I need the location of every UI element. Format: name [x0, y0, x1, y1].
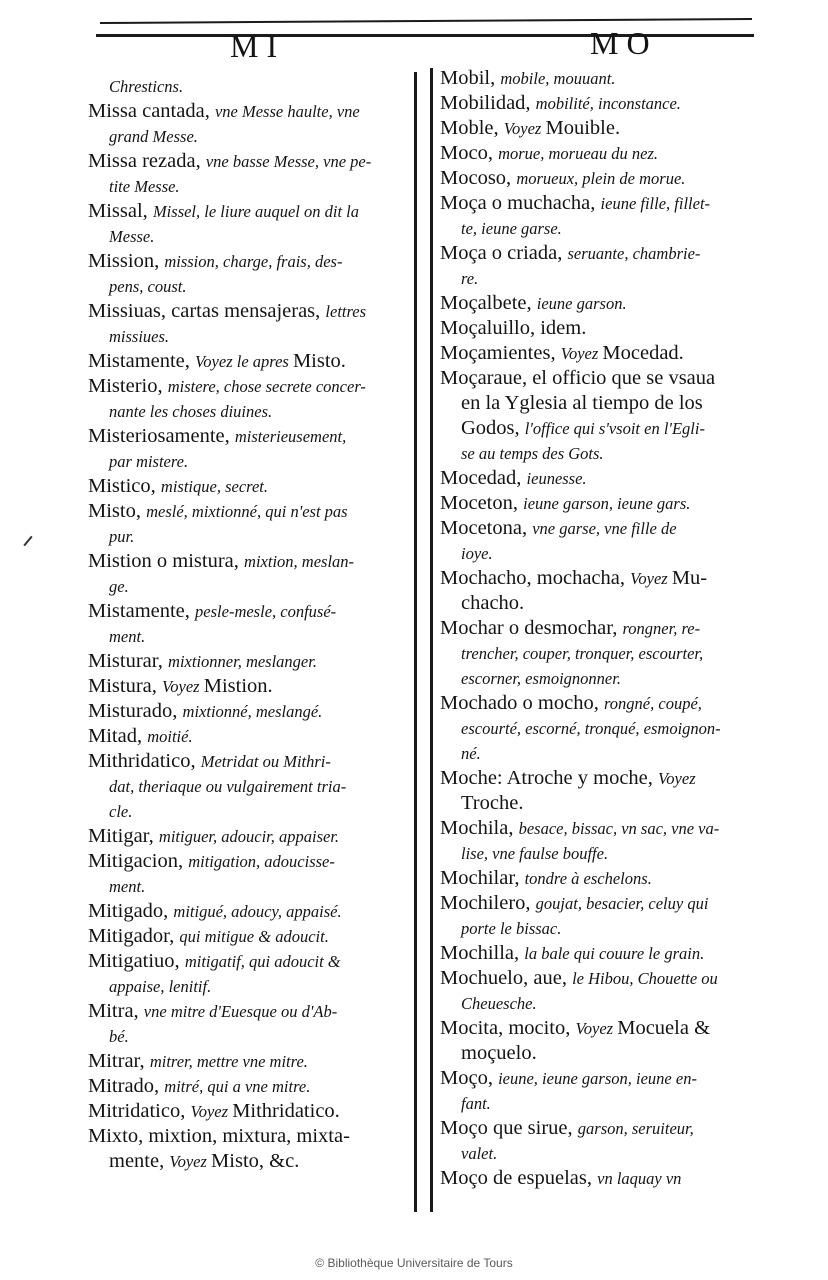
- dictionary-line: [440, 91, 762, 116]
- headword: Missal,: [88, 200, 153, 222]
- dictionary-line: [88, 1024, 414, 1049]
- headword: Mixto, mixtion, mixtura, mixta-: [88, 1125, 350, 1147]
- definition: cle.: [109, 802, 133, 821]
- dictionary-line: [440, 641, 762, 666]
- definition: tondre à eschelons.: [524, 869, 652, 888]
- headword: Moçamientes,: [440, 342, 561, 364]
- dictionary-line: [440, 766, 762, 791]
- definition: misterieusement,: [234, 427, 347, 446]
- dictionary-line: [88, 1049, 414, 1074]
- headword: Moble,: [440, 117, 504, 139]
- definition: missiues.: [109, 327, 170, 346]
- dictionary-line: [88, 124, 414, 149]
- definition: mitiguer, adoucir, appaiser.: [158, 827, 340, 846]
- dictionary-line: [440, 391, 762, 416]
- dictionary-line: [440, 866, 762, 891]
- definition: mitré, qui a vne mitre.: [164, 1077, 311, 1096]
- dictionary-line: [440, 191, 762, 216]
- dictionary-line: [440, 266, 762, 291]
- headword: Mitrado,: [88, 1075, 165, 1097]
- definition: escorner, esmoignonner.: [461, 669, 621, 688]
- definition: escourté, escorné, tronqué, esmoignon-: [461, 719, 721, 738]
- headword: Mistura,: [88, 675, 163, 697]
- headword: Mochilar,: [440, 867, 525, 889]
- dictionary-line: [440, 116, 762, 141]
- dictionary-line: [440, 816, 762, 841]
- cross-reference: Mistion.: [203, 675, 273, 697]
- dictionary-line: [440, 841, 762, 866]
- dictionary-line: [88, 599, 414, 624]
- dictionary-line: [88, 674, 414, 699]
- headword: Mistamente,: [88, 600, 196, 622]
- dictionary-line: [440, 916, 762, 941]
- headword: Mitigatiuo,: [88, 950, 185, 972]
- definition: ment.: [109, 627, 146, 646]
- dictionary-line: [88, 974, 414, 999]
- definition: morue, morueau du nez.: [498, 144, 659, 163]
- headword: Moço que sirue,: [440, 1117, 578, 1139]
- definition: besace, bissac, vn sac, vne va-: [518, 819, 720, 838]
- headword: Mithridatico,: [88, 750, 201, 772]
- headword: Misto,: [88, 500, 147, 522]
- definition: ieune fille, fillet-: [600, 194, 711, 213]
- right-column: [440, 66, 762, 1191]
- dictionary-line: [440, 341, 762, 366]
- dictionary-line: [88, 1099, 414, 1124]
- definition: mixtionné, meslangé.: [182, 702, 323, 721]
- definition: mobile, mouuant.: [500, 69, 616, 88]
- headword: Moça o criada,: [440, 242, 568, 264]
- dictionary-line: [88, 449, 414, 474]
- dictionary-line: [440, 541, 762, 566]
- headword: Moche: Atroche y moche,: [440, 767, 659, 789]
- headword: Mitigar,: [88, 825, 159, 847]
- definition: re.: [461, 269, 479, 288]
- dictionary-line: [88, 874, 414, 899]
- line-prefix: mente,: [109, 1150, 170, 1172]
- headword: Mission,: [88, 250, 165, 272]
- dictionary-line: [88, 649, 414, 674]
- dictionary-line: [440, 141, 762, 166]
- definition: trencher, couper, tronquer, escourter,: [461, 644, 704, 663]
- dictionary-line: [88, 699, 414, 724]
- dictionary-line: [88, 149, 414, 174]
- dictionary-line: [440, 716, 762, 741]
- dictionary-line: [440, 566, 762, 591]
- cross-reference: Mocuela &: [617, 1017, 711, 1039]
- definition: ge.: [109, 577, 129, 596]
- dictionary-line: [88, 999, 414, 1024]
- definition: Metridat ou Mithri-: [200, 752, 331, 771]
- definition: morueux, plein de morue.: [516, 169, 686, 188]
- dictionary-line: [88, 1074, 414, 1099]
- dictionary-line: [440, 241, 762, 266]
- dictionary-line: [440, 516, 762, 541]
- headword: Misturar,: [88, 650, 169, 672]
- headword: Mochilla,: [440, 942, 525, 964]
- headword: Missa cantada,: [88, 100, 215, 122]
- headword: Troche.: [461, 792, 524, 814]
- definition: Voyez: [190, 1102, 233, 1121]
- dictionary-line: [88, 824, 414, 849]
- definition: Cheuesche.: [461, 994, 537, 1013]
- dictionary-line: [440, 1041, 762, 1066]
- headword: Mitra,: [88, 1000, 144, 1022]
- dictionary-line: [88, 349, 414, 374]
- dictionary-line: [88, 924, 414, 949]
- dictionary-line: [440, 1116, 762, 1141]
- definition: vne basse Messe, vne pe-: [205, 152, 372, 171]
- definition: rongné, coupé,: [603, 694, 702, 713]
- dictionary-line: [440, 741, 762, 766]
- definition: ment.: [109, 877, 146, 896]
- headword: Misterio,: [88, 375, 168, 397]
- definition: se au temps des Gots.: [461, 444, 604, 463]
- headword: Mobilidad,: [440, 92, 536, 114]
- headword: Mitigacion,: [88, 850, 189, 872]
- definition: rongner, re-: [622, 619, 701, 638]
- dictionary-line: [440, 1166, 762, 1191]
- headword: Moça o muchacha,: [440, 192, 601, 214]
- headword: Moco,: [440, 142, 499, 164]
- headword: Moço,: [440, 1067, 499, 1089]
- dictionary-line: [440, 591, 762, 616]
- definition: par mistere.: [109, 452, 189, 471]
- definition: vne garse, vne fille de: [532, 519, 677, 538]
- definition: te, ieune garse.: [461, 219, 562, 238]
- dictionary-line: [88, 624, 414, 649]
- headword: Mochacho, mochacha,: [440, 567, 631, 589]
- definition: meslé, mixtionné, qui n'est pas: [146, 502, 348, 521]
- dictionary-line: [88, 774, 414, 799]
- running-head-right: MO: [590, 25, 658, 61]
- headword: Misteriosamente,: [88, 425, 235, 447]
- left-column: [88, 74, 414, 1174]
- definition: l'office qui s'vsoit en l'Egli-: [524, 419, 705, 438]
- headword: Mocetona,: [440, 517, 533, 539]
- headword: Mitrar,: [88, 1050, 150, 1072]
- headword: Mitad,: [88, 725, 148, 747]
- dictionary-line: [440, 691, 762, 716]
- definition: Messe.: [109, 227, 155, 246]
- dictionary-line: [88, 724, 414, 749]
- definition: mission, charge, frais, des-: [164, 252, 343, 271]
- headword: Mochuelo, aue,: [440, 967, 573, 989]
- definition: fant.: [461, 1094, 491, 1113]
- definition: Voyez le apres: [195, 352, 293, 371]
- dictionary-line: [88, 399, 414, 424]
- definition: Voyez: [658, 769, 696, 788]
- headword: Moço de espuelas,: [440, 1167, 598, 1189]
- dictionary-line: [440, 991, 762, 1016]
- dictionary-line: [88, 549, 414, 574]
- definition: Chresticns.: [109, 77, 184, 96]
- cross-reference: Misto.: [292, 350, 346, 372]
- dictionary-line: [88, 224, 414, 249]
- definition: bé.: [109, 1027, 129, 1046]
- headword: Godos,: [461, 417, 525, 439]
- dictionary-line: [88, 424, 414, 449]
- definition: pur.: [109, 527, 135, 546]
- dictionary-line: [440, 166, 762, 191]
- dictionary-line: [440, 1016, 762, 1041]
- definition: mixtionner, meslanger.: [168, 652, 317, 671]
- definition: tite Messe.: [109, 177, 180, 196]
- definition: mitigatif, qui adoucit &: [184, 952, 341, 971]
- headword: Mocita, mocito,: [440, 1017, 576, 1039]
- headword: moçuelo.: [461, 1042, 537, 1064]
- definition: Voyez: [162, 677, 204, 696]
- headword: Mitridatico,: [88, 1100, 191, 1122]
- definition: vne Messe haulte, vne: [214, 102, 360, 121]
- dictionary-line: [88, 274, 414, 299]
- headword: Moçalbete,: [440, 292, 537, 314]
- definition: mistere, chose secrete concer-: [167, 377, 366, 396]
- dictionary-line: [88, 474, 414, 499]
- headword: Mistamente,: [88, 350, 196, 372]
- headword: Mochado o mocho,: [440, 692, 604, 714]
- dictionary-line: [440, 966, 762, 991]
- definition: ieunesse.: [526, 469, 587, 488]
- definition: Missel, le liure auquel on dit la: [152, 202, 360, 221]
- definition: lettres: [325, 302, 367, 321]
- definition: garson, seruiteur,: [577, 1119, 694, 1138]
- dictionary-line: [440, 316, 762, 341]
- definition: vn laquay vn: [597, 1169, 682, 1188]
- column-rule-left: [414, 72, 417, 1212]
- dictionary-line: [440, 616, 762, 641]
- dictionary-line: [88, 1149, 414, 1174]
- cross-reference: Mu-: [671, 567, 708, 589]
- definition: goujat, besacier, celuy qui: [535, 894, 709, 913]
- dictionary-line: [88, 1124, 414, 1149]
- headword: Mocoso,: [440, 167, 517, 189]
- dictionary-line: [88, 374, 414, 399]
- dictionary-line: [440, 416, 762, 441]
- definition: porte le bissac.: [461, 919, 562, 938]
- dictionary-line: [440, 1141, 762, 1166]
- dictionary-line: [88, 849, 414, 874]
- headword: Mitigador,: [88, 925, 180, 947]
- definition: né.: [461, 744, 481, 763]
- top-rule: [100, 18, 752, 24]
- dictionary-line: [440, 1066, 762, 1091]
- copyright-footer: © Bibliothèque Universitaire de Tours: [315, 1256, 513, 1270]
- dictionary-line: [440, 1091, 762, 1116]
- definition: vne mitre d'Euesque ou d'Ab-: [143, 1002, 338, 1021]
- headword: en la Yglesia al tiempo de los: [461, 392, 703, 414]
- headword: Missa rezada,: [88, 150, 206, 172]
- definition: la bale qui couure le grain.: [524, 944, 705, 963]
- definition: valet.: [461, 1144, 498, 1163]
- headword: Moçaluillo, idem.: [440, 317, 587, 339]
- dictionary-line: [88, 949, 414, 974]
- definition: Voyez: [560, 344, 603, 363]
- definition: mobilité, inconstance.: [535, 94, 681, 113]
- definition: lise, vne faulse bouffe.: [461, 844, 609, 863]
- dictionary-line: [440, 941, 762, 966]
- dictionary-line: [88, 799, 414, 824]
- dictionary-line: [440, 216, 762, 241]
- dictionary-line: [88, 574, 414, 599]
- definition: Voyez: [169, 1152, 212, 1171]
- headword: Mocedad,: [440, 467, 527, 489]
- headword: Mistion o mistura,: [88, 550, 245, 572]
- headword: Mistico,: [88, 475, 161, 497]
- column-rule-right: [430, 68, 433, 1212]
- dictionary-line: [88, 299, 414, 324]
- dictionary-line: [440, 66, 762, 91]
- dictionary-line: [440, 466, 762, 491]
- dictionary-line: [88, 74, 414, 99]
- definition: grand Messe.: [109, 127, 198, 146]
- headword: Mochila,: [440, 817, 519, 839]
- headword: Mitigado,: [88, 900, 174, 922]
- dictionary-line: [88, 324, 414, 349]
- definition: Voyez: [630, 569, 672, 588]
- definition: ieune garson, ieune gars.: [523, 494, 691, 513]
- dictionary-line: [440, 791, 762, 816]
- definition: moitié.: [147, 727, 193, 746]
- dictionary-line: [88, 99, 414, 124]
- running-head-left: MI: [230, 28, 286, 64]
- definition: qui mitigue & adoucit.: [179, 927, 329, 946]
- headword: Mobil,: [440, 67, 501, 89]
- dictionary-line: [88, 249, 414, 274]
- definition: mitigué, adoucy, appaisé.: [173, 902, 342, 921]
- definition: mitigation, adoucisse-: [188, 852, 335, 871]
- dictionary-line: [88, 749, 414, 774]
- dictionary-line: [440, 291, 762, 316]
- cross-reference: Misto, &c.: [211, 1150, 300, 1172]
- dictionary-line: [88, 899, 414, 924]
- headword: Moceton,: [440, 492, 524, 514]
- definition: ioye.: [461, 544, 493, 563]
- definition: pens, coust.: [109, 277, 187, 296]
- definition: nante les choses diuines.: [109, 402, 273, 421]
- headword: Missiuas, cartas mensajeras,: [88, 300, 326, 322]
- definition: pesle-mesle, confusé-: [195, 602, 337, 621]
- dictionary-line: [440, 666, 762, 691]
- dictionary-line: [440, 491, 762, 516]
- cross-reference: Mocedad.: [602, 342, 684, 364]
- headword: Mochar o desmochar,: [440, 617, 623, 639]
- definition: ieune, ieune garson, ieune en-: [498, 1069, 697, 1088]
- headword: Mochilero,: [440, 892, 536, 914]
- dictionary-line: [88, 174, 414, 199]
- cross-reference: Mouible.: [545, 117, 621, 139]
- dictionary-line: [440, 366, 762, 391]
- cross-reference: Mithridatico.: [232, 1100, 340, 1122]
- dictionary-line: [440, 441, 762, 466]
- definition: mitrer, mettre vne mitre.: [149, 1052, 308, 1071]
- dictionary-line: [440, 891, 762, 916]
- headword: Moçaraue, el officio que se vsaua: [440, 367, 716, 389]
- definition: le Hibou, Chouette ou: [572, 969, 718, 988]
- definition: mixtion, meslan-: [244, 552, 355, 571]
- definition: Voyez: [575, 1019, 618, 1038]
- dictionary-line: [88, 199, 414, 224]
- definition: Voyez: [503, 119, 546, 138]
- definition: appaise, lenitif.: [109, 977, 212, 996]
- dictionary-line: [88, 524, 414, 549]
- headword: chacho.: [461, 592, 525, 614]
- definition: ieune garson.: [536, 294, 627, 313]
- definition: mistique, secret.: [160, 477, 268, 496]
- headword: Misturado,: [88, 700, 183, 722]
- dictionary-line: [88, 499, 414, 524]
- definition: seruante, chambrie-: [567, 244, 701, 263]
- definition: dat, theriaque ou vulgairement tria-: [109, 777, 347, 796]
- stray-mark: [23, 536, 32, 546]
